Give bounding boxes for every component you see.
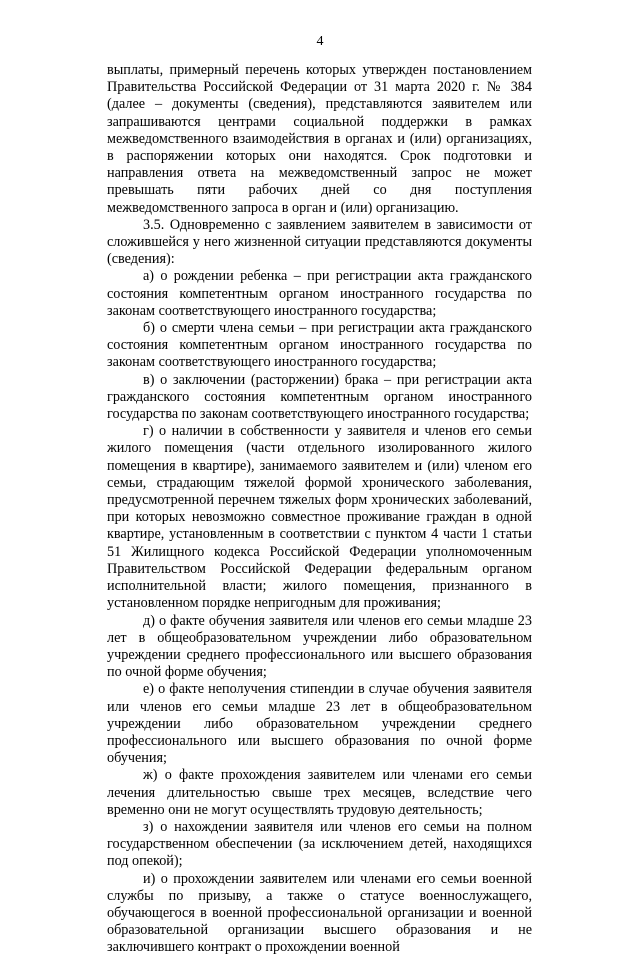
paragraph: а) о рождении ребенка – при регистрации акта гражданского состояния компетентным органом иностранного государства по законам соответствующего иностранного государства; [107,268,532,319]
paragraph: д) о факте обучения заявителя или членов его семьи младше 23 лет в общеобразовательном учреждении либо образовательном учреждении среднего профессионального или высшего образования по очной форме обучения; [107,612,532,681]
paragraph: 3.5. Одновременно с заявлением заявителем в зависимости от сложившейся у него жизненной ситуации представляются документы (сведения): [107,216,532,268]
paragraph: в) о заключении (расторжении) брака – при регистрации акта гражданского состояния компетентным органом иностранного государства по законам соответствующего иностранного государства; [107,371,532,423]
page-number: 4 [316,34,324,49]
paragraph: и) о прохождении заявителем или членами его семьи военной службы по призыву, а также о статусе военнослужащего, обучающегося в военной профессиональной организации и военной образовательной организации высшего образования и не заключившего контракт о прохождении военной [107,870,532,956]
document-body [107,62,532,957]
paragraph: г) о наличии в собственности у заявителя и членов его семьи жилого помещения (части отдельного изолированного жилого помещения в квартире), занимаемого заявителем и (или) членом его семьи, страдающим тяжелой формой хронического заболевания, предусмотренной перечнем тяжелых форм хронических заболеваний, при которых невозможно совместное проживание граждан в одной квартире, установленным в соответствии с пунктом 4 части 1 статьи 51 Жилищного кодекса Российской Федерации уполномоченным Правительством Российской Федерации федеральным органом исполнительной власти; жилого помещения, признанного в установленном порядке непригодным для проживания; [107,423,532,612]
paragraph: ж) о факте прохождения заявителем или членами его семьи лечения длительностью свыше трех месяцев, вследствие чего временно они не могут осуществлять трудовую деятельность; [107,767,532,818]
paragraph: е) о факте неполучения стипендии в случае обучения заявителя или членов его семьи младше 23 лет в общеобразовательном учреждении либо образовательном учреждении среднего профессионального или высшего образования по очной форме обучения; [107,681,532,767]
paragraph: з) о нахождении заявителя или членов его семьи на полном государственном обеспечении (за исключением детей, находящихся под опекой); [107,818,532,870]
paragraph: б) о смерти члена семьи – при регистрации акта гражданского состояния компетентным органом иностранного государства по законам соответствующего иностранного государства; [107,320,532,371]
paragraph: выплаты, примерный перечень которых утвержден постановлением Правительства Российской Федерации от 31 марта 2020 г. № 384 (далее – документы (сведения), представляются заявителем или запрашиваются центрами социальной поддержки в рамках межведомственного взаимодействия в органах и (или) организациях, в распоряжении которых они находятся. Срок подготовки и направления ответа на межведомственный запрос не может превышать пяти рабочих дней со дня поступления межведомственного запроса в орган и (или) организацию. [107,62,532,216]
